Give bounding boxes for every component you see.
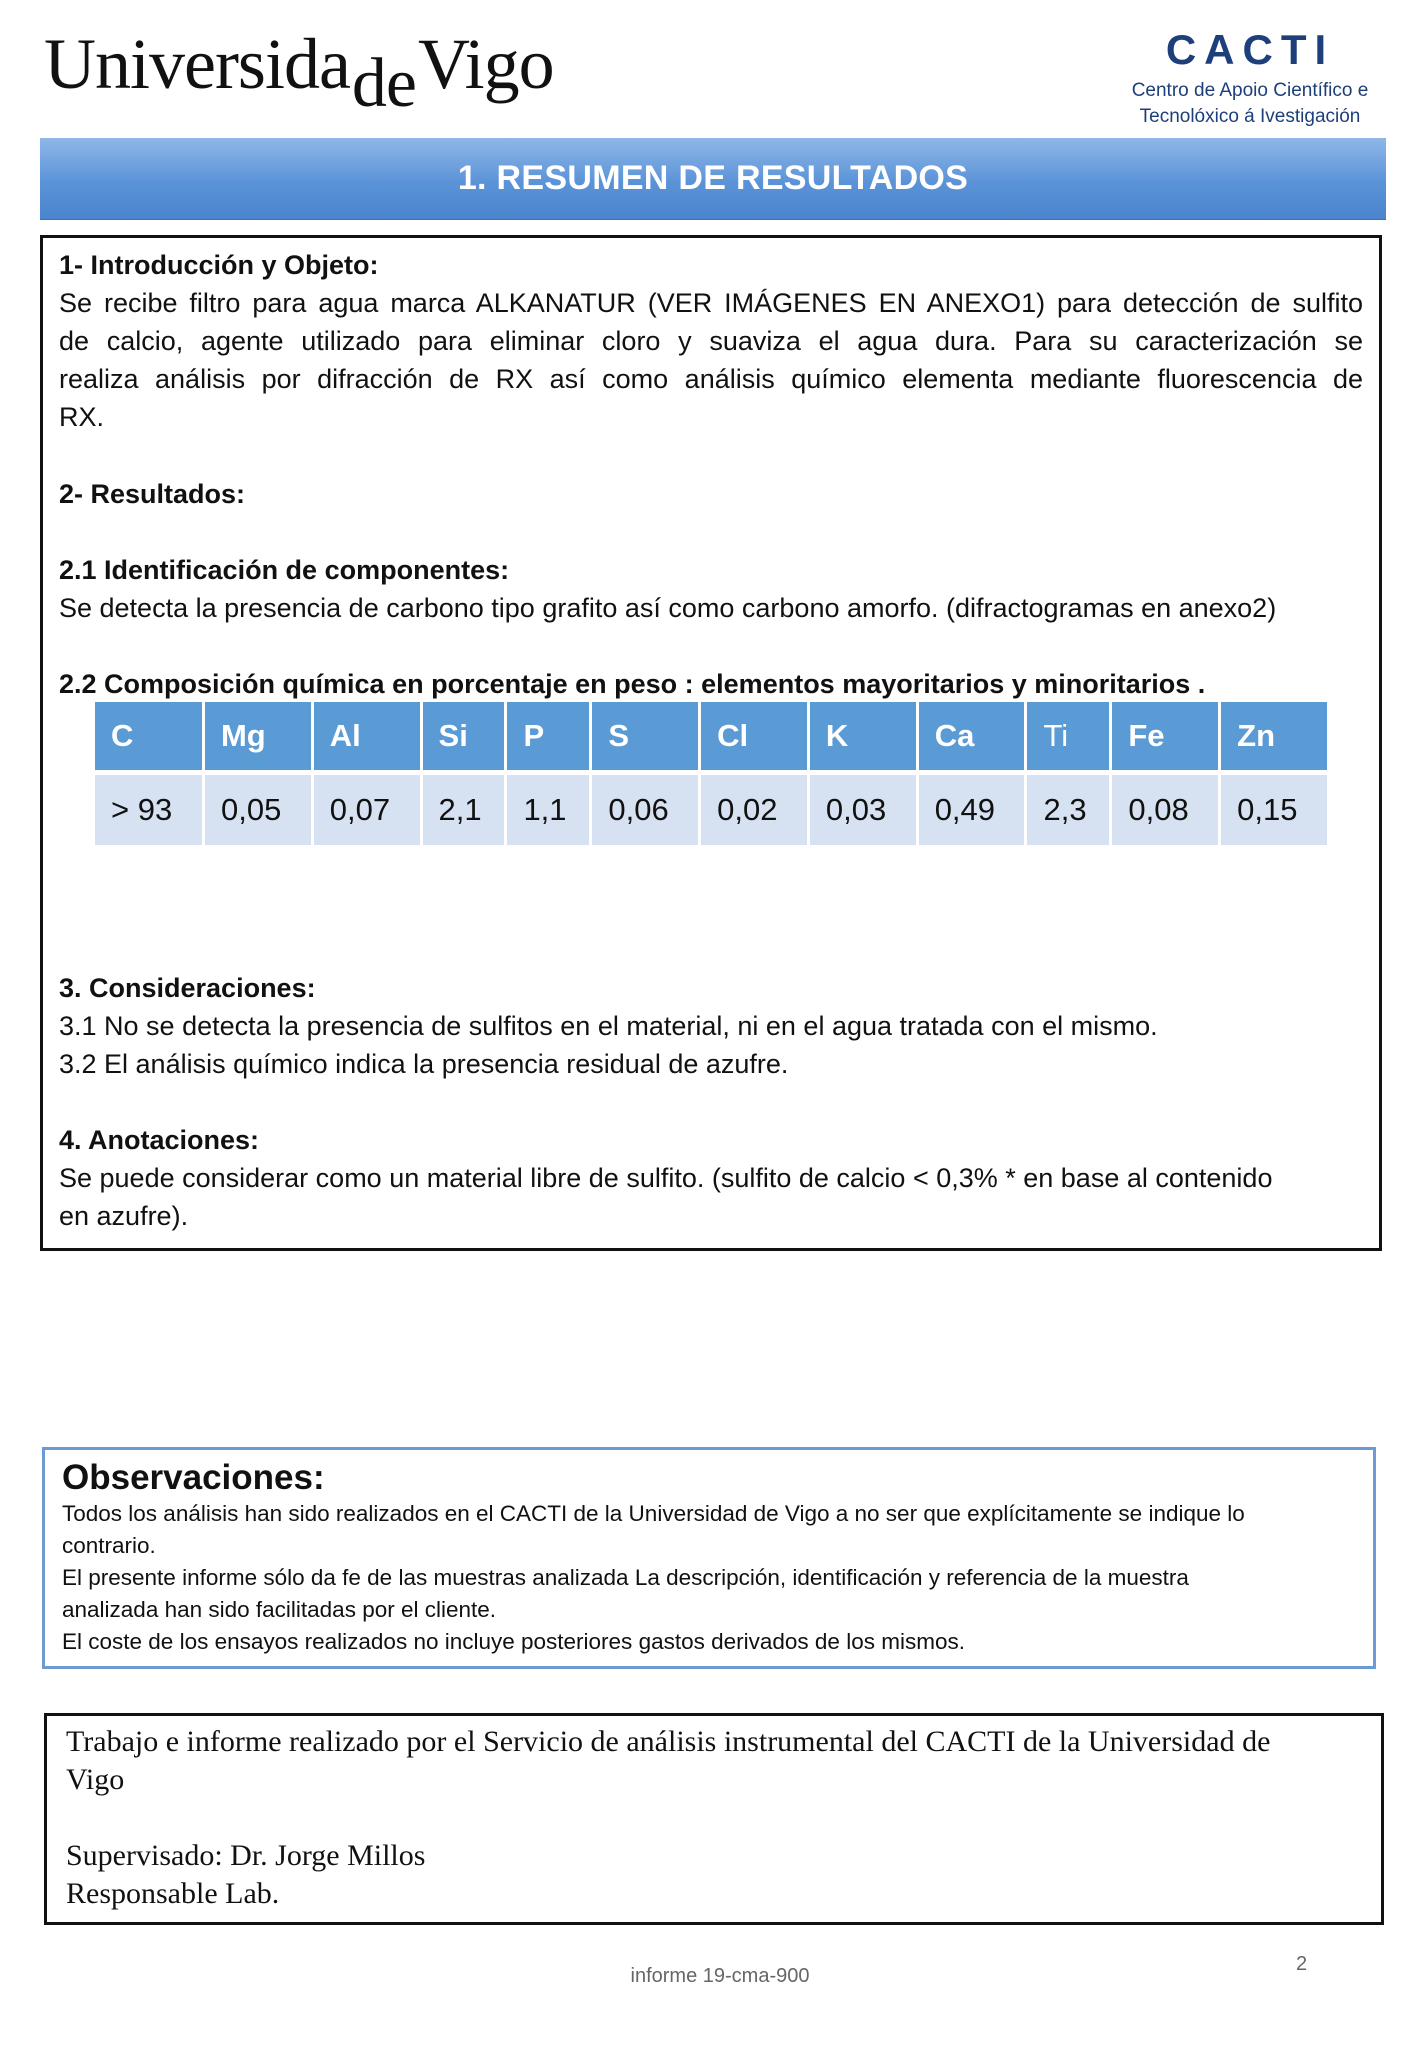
table-header-cell: Ca (919, 702, 1025, 775)
logo-text-2: de (351, 45, 416, 122)
composition-table (92, 702, 1330, 845)
section-banner: 1. RESUMEN DE RESULTADOS (40, 138, 1386, 220)
table-cell: 0,15 (1221, 775, 1327, 845)
table-header-cell: Fe (1112, 702, 1218, 775)
table-row (95, 775, 1327, 845)
logo-text-1: Universida (44, 24, 350, 104)
intro-heading: 1- Introducción y Objeto: (59, 250, 379, 280)
table-cell: 0,06 (592, 775, 698, 845)
table-header-cell: P (507, 702, 589, 775)
responsible-line: Responsable Lab. (66, 1877, 280, 1910)
table-cell: 0,07 (314, 775, 420, 845)
table-cell: 0,02 (701, 775, 807, 845)
table-header-cell: Zn (1221, 702, 1327, 775)
cacti-subtitle (1100, 78, 1400, 130)
table-header-cell: Al (314, 702, 420, 775)
table-cell: 0,05 (205, 775, 311, 845)
results-heading: 2- Resultados: (59, 479, 246, 509)
supervisor-line: Supervisado: Dr. Jorge Millos (66, 1839, 426, 1872)
page-number: 2 (1296, 1953, 1308, 1975)
work-line-2: Vigo (66, 1763, 125, 1796)
university-logo (44, 24, 554, 122)
table-cell: 1,1 (507, 775, 589, 845)
table-header-cell: S (592, 702, 698, 775)
report-id: informe 19-cma-900 (630, 1965, 810, 1987)
identification-heading: 2.1 Identificación de componentes: (59, 555, 510, 585)
table-header-row (95, 702, 1327, 775)
consideration-line-2: 3.2 El análisis químico indica la presencia residual de azufre. (59, 1049, 789, 1079)
work-line-1: Trabajo e informe realizado por el Servicio de análisis instrumental del CACTI de la Universidad de (66, 1725, 1271, 1758)
table-header-cell: Cl (701, 702, 807, 775)
annotations-heading: 4. Anotaciones: (59, 1125, 260, 1155)
cacti-subtitle-line-1: Centro de Apoio Científico e (1131, 80, 1369, 101)
table-cell: > 93 (95, 775, 202, 845)
intro-line: de calcio, agente utilizado para eliminar cloro y suaviza el agua dura. Para su caracterización se (59, 326, 1363, 356)
table-cell: 0,03 (810, 775, 916, 845)
table-cell: 0,08 (1112, 775, 1218, 845)
table-header-cell: K (810, 702, 916, 775)
observation-line: El presente informe sólo da fe de las muestras analizada La descripción, identificación y referencia de la muestra (62, 1565, 1189, 1590)
intro-line: RX. (59, 402, 105, 432)
table-header-cell: Si (423, 702, 505, 775)
observations-title: Observaciones: (62, 1458, 325, 1497)
observation-line: Todos los análisis han sido realizados en el CACTI de la Universidad de Vigo a no ser que explícitamente se indique lo (62, 1501, 1245, 1526)
intro-line: Se recibe filtro para agua marca ALKANATUR (VER IMÁGENES EN ANEXO1) para detección de sulfito (59, 288, 1363, 318)
table-cell: 2,3 (1027, 775, 1109, 845)
annotation-line-2: en azufre). (59, 1201, 189, 1231)
table-header-cell: Mg (205, 702, 311, 775)
table-header-cell: C (95, 702, 202, 775)
cacti-subtitle-line-2: Tecnolóxico á Ivestigación (1139, 106, 1361, 127)
logo-text-3: Vigo (418, 24, 554, 104)
observation-line: analizada han sido facilitadas por el cliente. (62, 1597, 497, 1622)
considerations-heading: 3. Consideraciones: (59, 973, 316, 1003)
table-cell: 0,49 (919, 775, 1025, 845)
intro-paragraph (59, 284, 1363, 436)
consideration-line-1: 3.1 No se detecta la presencia de sulfitos en el material, ni en el agua tratada con el mismo. (59, 1011, 1158, 1041)
cacti-title: CACTI (1165, 26, 1335, 73)
composition-heading: 2.2 Composición química en porcentaje en peso : elementos mayoritarios y minoritarios . (59, 669, 1206, 699)
intro-line: realiza análisis por difracción de RX así como análisis químico elementa mediante fluorescencia de (59, 364, 1363, 394)
annotation-line-1: Se puede considerar como un material libre de sulfito. (sulfito de calcio < 0,3% * en base al contenido (59, 1163, 1273, 1193)
identification-text: Se detecta la presencia de carbono tipo grafito así como carbono amorfo. (difractogramas en anexo2) (59, 593, 1277, 623)
table-cell: 2,1 (423, 775, 505, 845)
table-header-cell: Ti (1027, 702, 1109, 775)
observation-line: contrario. (62, 1533, 156, 1558)
observation-line: El coste de los ensayos realizados no incluye posteriores gastos derivados de los mismos. (62, 1629, 965, 1654)
